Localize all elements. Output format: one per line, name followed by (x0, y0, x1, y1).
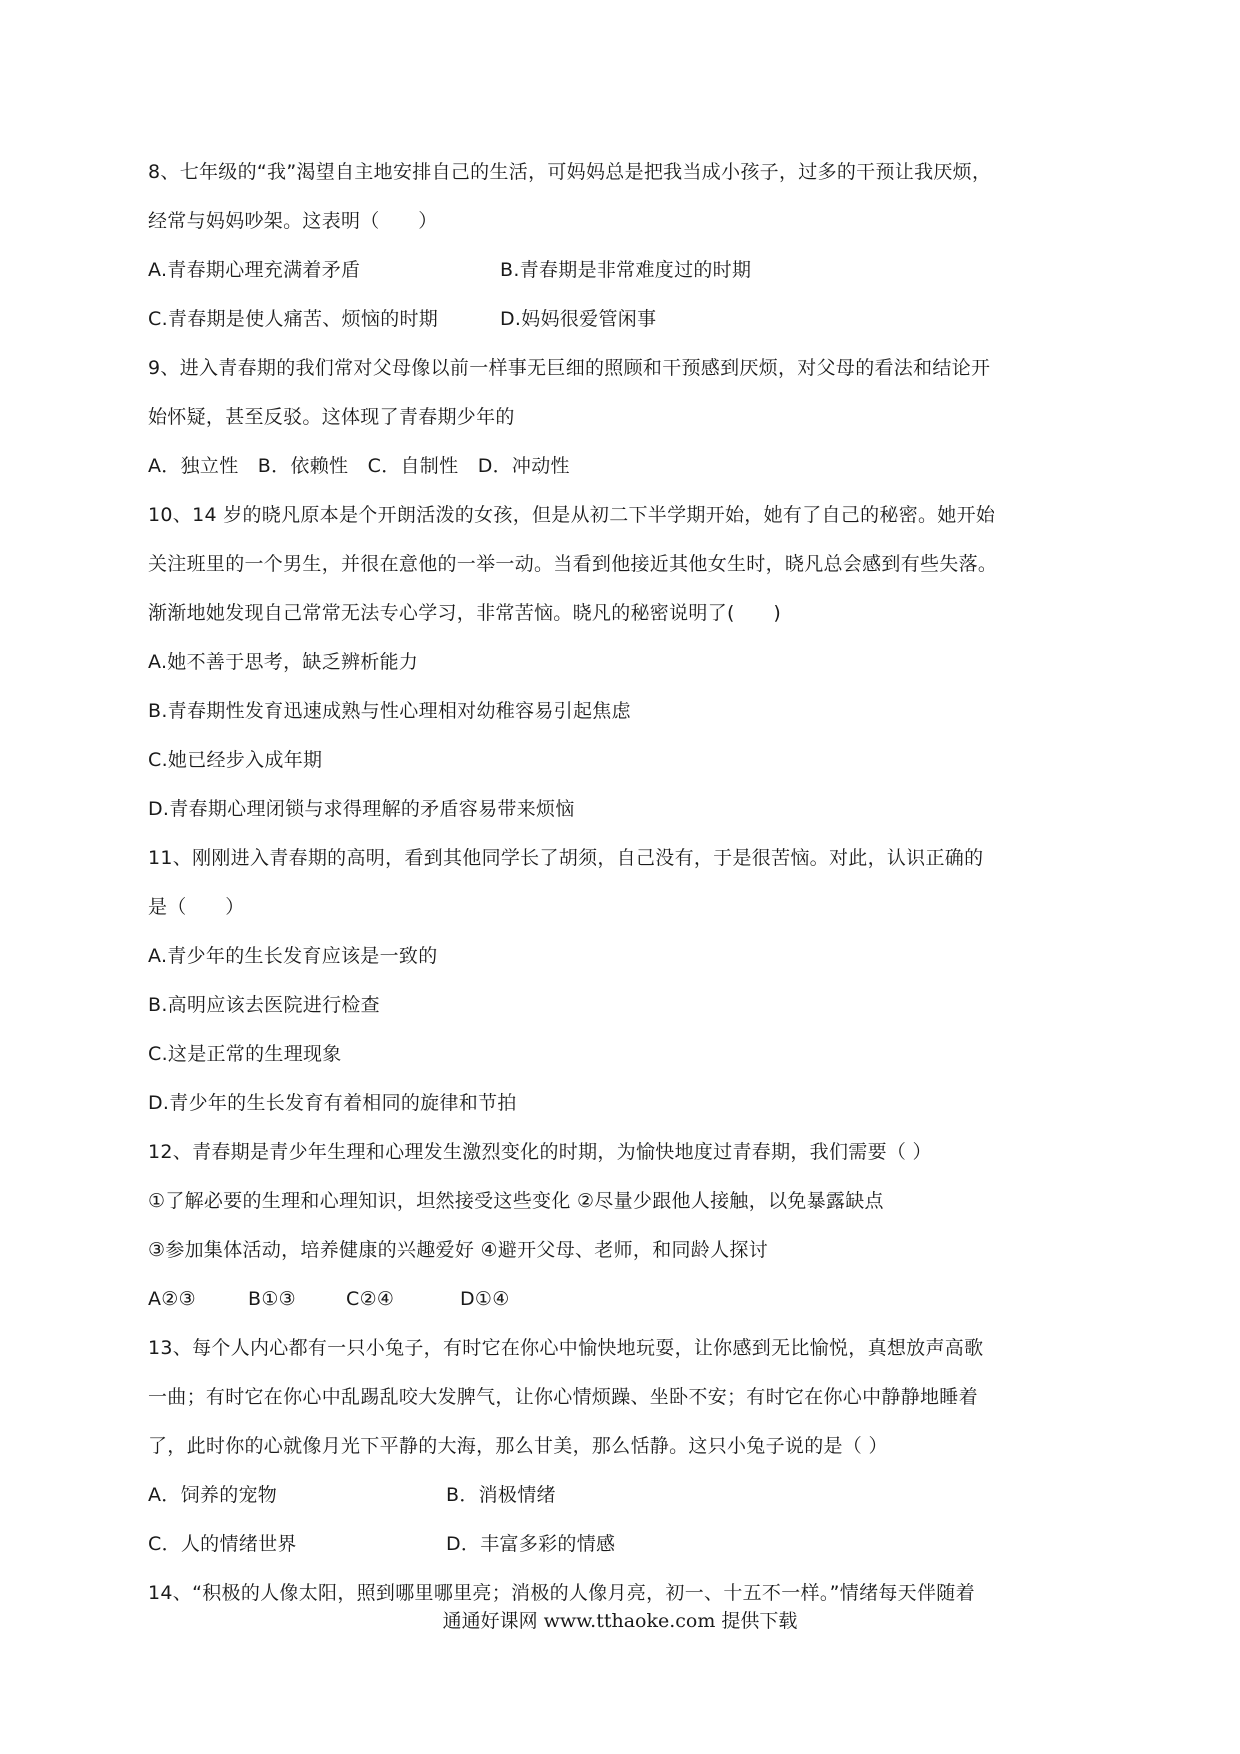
q12-option-c: C②④ (346, 1288, 395, 1310)
q13-stem-line-2: 一曲；有时它在你心中乱踢乱咬大发脾气，让你心情烦躁、坐卧不安；有时它在你心中静静地睡着 (148, 1386, 978, 1408)
q11-stem-line-1: 11、刚刚进入青春期的高明，看到其他同学长了胡须，自己没有，于是很苦恼。对此，认识正确的 (148, 847, 984, 869)
q12-options (148, 1275, 1108, 1324)
q8-option-b: B.青春期是非常难度过的时期 (500, 259, 752, 281)
q13-option-c: C．人的情绪世界 (148, 1533, 297, 1555)
q13-stem-line-1: 13、每个人内心都有一只小兔子，有时它在你心中愉快地玩耍，让你感到无比愉悦，真想放声高歌 (148, 1337, 984, 1359)
q13-option-a: A．饲养的宠物 (148, 1484, 278, 1506)
q12-items-line-1: ①了解必要的生理和心理知识，坦然接受这些变化 ②尽量少跟他人接触，以免暴露缺点 (148, 1190, 884, 1212)
q8-stem-line-1: 8、七年级的“我”渴望自主地安排自己的生活，可妈妈总是把我当成小孩子，过多的干预让我厌烦， (148, 161, 992, 183)
q8-option-c: C.青春期是使人痛苦、烦恼的时期 (148, 308, 439, 330)
q8-stem-line-2: 经常与妈妈吵架。这表明（ ） (148, 210, 438, 232)
q13-options-row-2 (148, 1520, 1108, 1569)
q10-stem-line-2: 关注班里的一个男生，并很在意他的一举一动。当看到他接近其他女生时，晓凡总会感到有些失落。 (148, 553, 998, 575)
q10-option-a: A.她不善于思考，缺乏辨析能力 (148, 651, 419, 673)
q9-stem-line-1: 9、进入青春期的我们常对父母像以前一样事无巨细的照顾和干预感到厌烦，对父母的看法和结论开 (148, 357, 991, 379)
q12-items-line-2: ③参加集体活动，培养健康的兴趣爱好 ④避开父母、老师，和同龄人探讨 (148, 1239, 769, 1261)
q11-option-d: D.青少年的生长发育有着相同的旋律和节拍 (148, 1092, 517, 1114)
q11-option-c: C.这是正常的生理现象 (148, 1043, 342, 1065)
exam-content (148, 148, 1108, 1618)
q11-stem-line-2: 是（ ） (148, 896, 245, 918)
q8-option-a: A.青春期心理充满着矛盾 (148, 259, 361, 281)
q10-option-d: D.青春期心理闭锁与求得理解的矛盾容易带来烦恼 (148, 798, 575, 820)
q12-option-b: B①③ (248, 1288, 297, 1310)
page-footer: 通通好课网 www.tthaoke.com 提供下载 (442, 1610, 798, 1632)
q9-options: A．独立性 B．依赖性 C．自制性 D．冲动性 (148, 455, 570, 477)
q13-option-b: B．消极情绪 (446, 1484, 556, 1506)
q11-option-b: B.高明应该去医院进行检查 (148, 994, 380, 1016)
q13-stem-line-3: 了，此时你的心就像月光下平静的大海，那么甘美，那么恬静。这只小兔子说的是（ ） (148, 1435, 888, 1457)
q13-options-row-1 (148, 1471, 1108, 1520)
q13-option-d: D．丰富多彩的情感 (446, 1533, 616, 1555)
q10-stem-line-3: 渐渐地她发现自己常常无法专心学习，非常苦恼。晓凡的秘密说明了( ) (148, 602, 782, 624)
q8-option-d: D.妈妈很爱管闲事 (500, 308, 657, 330)
q8-options-row-1 (148, 246, 1108, 295)
q10-option-b: B.青春期性发育迅速成熟与性心理相对幼稚容易引起焦虑 (148, 700, 631, 722)
q12-stem: 12、青春期是青少年生理和心理发生激烈变化的时期，为愉快地度过青春期，我们需要（ ） (148, 1141, 932, 1163)
q14-stem-line-1: 14、“积极的人像太阳，照到哪里哪里亮；消极的人像月亮，初一、十五不一样。”情绪每天伴随着 (148, 1582, 975, 1604)
q10-stem-line-1: 10、14 岁的晓凡原本是个开朗活泼的女孩，但是从初二下半学期开始，她有了自己的秘密。她开始 (148, 504, 996, 526)
q11-option-a: A.青少年的生长发育应该是一致的 (148, 945, 438, 967)
q9-stem-line-2: 始怀疑，甚至反驳。这体现了青春期少年的 (148, 406, 515, 428)
q12-option-a: A②③ (148, 1288, 196, 1310)
q8-options-row-2 (148, 295, 1108, 344)
q12-option-d: D①④ (460, 1288, 510, 1310)
q10-option-c: C.她已经步入成年期 (148, 749, 323, 771)
